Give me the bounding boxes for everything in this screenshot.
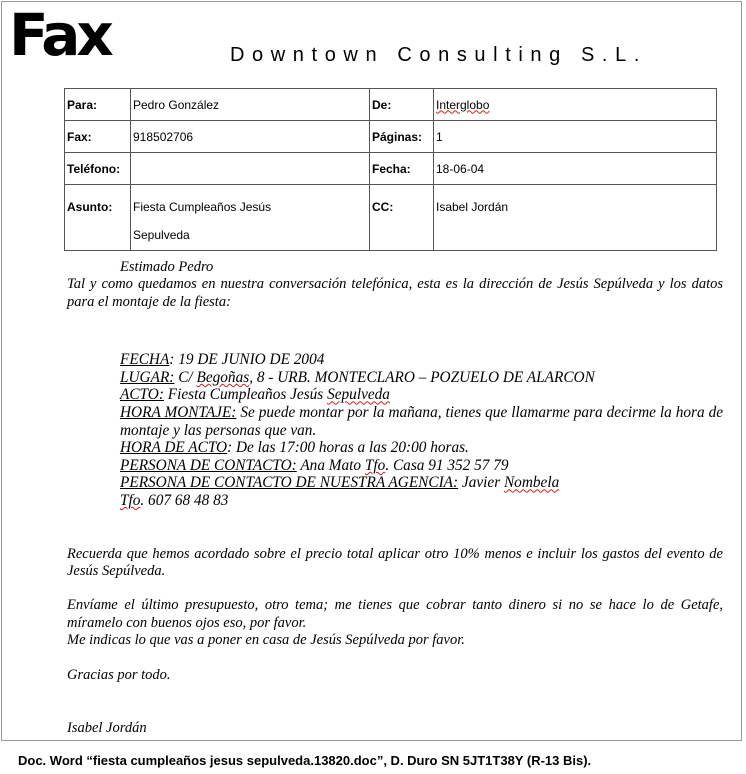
lugar-detail-post: , 8 - URB. MONTECLARO – POZUELO DE ALARCON <box>249 368 595 386</box>
document-caption: Doc. Word “fiesta cumpleaños jesus sepulveda.13820.doc”, D. Duro SN 5JT1T38Y (R-13 Bis). <box>18 753 592 768</box>
hora-acto-detail-label: HORA DE ACTO <box>120 439 228 457</box>
signature: Isabel Jordán <box>67 720 147 736</box>
detail-lugar <box>120 369 723 387</box>
company-name: Downtown Consulting S.L. <box>230 44 647 66</box>
fax-header-table <box>64 88 717 251</box>
detail-montaje <box>120 404 723 439</box>
greeting: Estimado Pedro <box>120 259 214 275</box>
letter-body <box>67 259 723 737</box>
detail-agencia <box>120 474 723 492</box>
de-value-text: Interglobo <box>436 97 490 112</box>
asunto-label: Asunto: <box>65 185 131 251</box>
hora-acto-detail-value: : De las 17:00 horas a las 20:00 horas. <box>227 439 469 457</box>
fax-logo: Fax <box>9 1 110 69</box>
paragraph-precio: Recuerda que hemos acordado sobre el precio total aplicar otro 10% menos e incluir los gastos del evento de Jesús Sepúlveda. <box>67 545 723 579</box>
agencia-tfo: Tfo <box>120 491 141 509</box>
cc-label: CC: <box>370 185 434 251</box>
closing: Gracias por todo. <box>67 666 171 683</box>
detail-contacto <box>120 457 723 475</box>
agencia-phone: . 607 68 48 83 <box>140 491 229 509</box>
fecha-detail-value: : 19 DE JUNIO DE 2004 <box>169 351 325 369</box>
asunto-line-1: Fiesta Cumpleaños Jesús <box>133 200 272 214</box>
agencia-surname: Nombela <box>503 474 560 492</box>
asunto-value <box>131 185 370 251</box>
lugar-detail-label: LUGAR: <box>120 368 175 386</box>
acto-detail-pre: Fiesta Cumpleaños Jesús <box>163 386 328 404</box>
paginas-value: 1 <box>434 121 717 153</box>
telefono-label: Teléfono: <box>65 153 131 185</box>
header-row-asunto <box>65 185 717 251</box>
acto-detail-label: ACTO: <box>120 386 164 404</box>
header-row-telefono <box>65 153 717 185</box>
paragraph-casa: Me indicas lo que vas a poner en casa de Jesús Sepúlveda por favor. <box>67 632 465 649</box>
asunto-line-2: Sepulveda <box>133 228 190 242</box>
fecha-detail-label: FECHA <box>120 351 170 369</box>
paragraph-presupuesto: Envíame el último presupuesto, otro tema; me tienes que cobrar tanto dinero si no se hace lo de Getafe, míramelo con buenos ojos eso, por favor. <box>67 597 723 631</box>
agencia-detail-pre: Javier <box>458 474 504 492</box>
de-label: De: <box>370 89 434 121</box>
para-label: Para: <box>65 89 131 121</box>
contacto-detail-pre: Ana Mato <box>296 456 365 474</box>
detail-hora-acto <box>120 439 723 457</box>
contacto-detail-post: . Casa 91 352 57 79 <box>385 456 509 474</box>
fax-value: 918502706 <box>131 121 370 153</box>
contacto-tfo: Tfo <box>364 456 386 474</box>
detail-agencia-phone <box>120 492 723 510</box>
header-row-para <box>65 89 717 121</box>
lugar-street: Begoñas <box>196 368 250 386</box>
agencia-detail-label: PERSONA DE CONTACTO DE NUESTRA AGENCIA: <box>120 474 459 492</box>
lugar-detail-pre: C/ <box>174 368 197 386</box>
header-row-fax <box>65 121 717 153</box>
event-details <box>120 351 723 509</box>
paginas-label: Páginas: <box>370 121 434 153</box>
para-value: Pedro González <box>131 89 370 121</box>
fecha-label: Fecha: <box>370 153 434 185</box>
fecha-value: 18-06-04 <box>434 153 717 185</box>
intro-paragraph: Tal y como quedamos en nuestra conversación telefónica, esta es la dirección de Jesús Sepúlveda y los datos para el montaje de la fiesta: <box>67 276 723 310</box>
contacto-detail-label: PERSONA DE CONTACTO: <box>120 456 297 474</box>
fax-label: Fax: <box>65 121 131 153</box>
detail-acto <box>120 386 723 404</box>
acto-name: Sepulveda <box>327 386 390 404</box>
telefono-value <box>131 153 370 185</box>
de-value <box>434 89 717 121</box>
montaje-detail-value: Se puede montar por la mañana, tienes que llamarme para decirme la hora de montaje y las personas que van. <box>120 404 724 439</box>
detail-fecha <box>120 351 723 369</box>
cc-value: Isabel Jordán <box>434 185 717 251</box>
montaje-detail-label: HORA MONTAJE: <box>120 404 237 421</box>
